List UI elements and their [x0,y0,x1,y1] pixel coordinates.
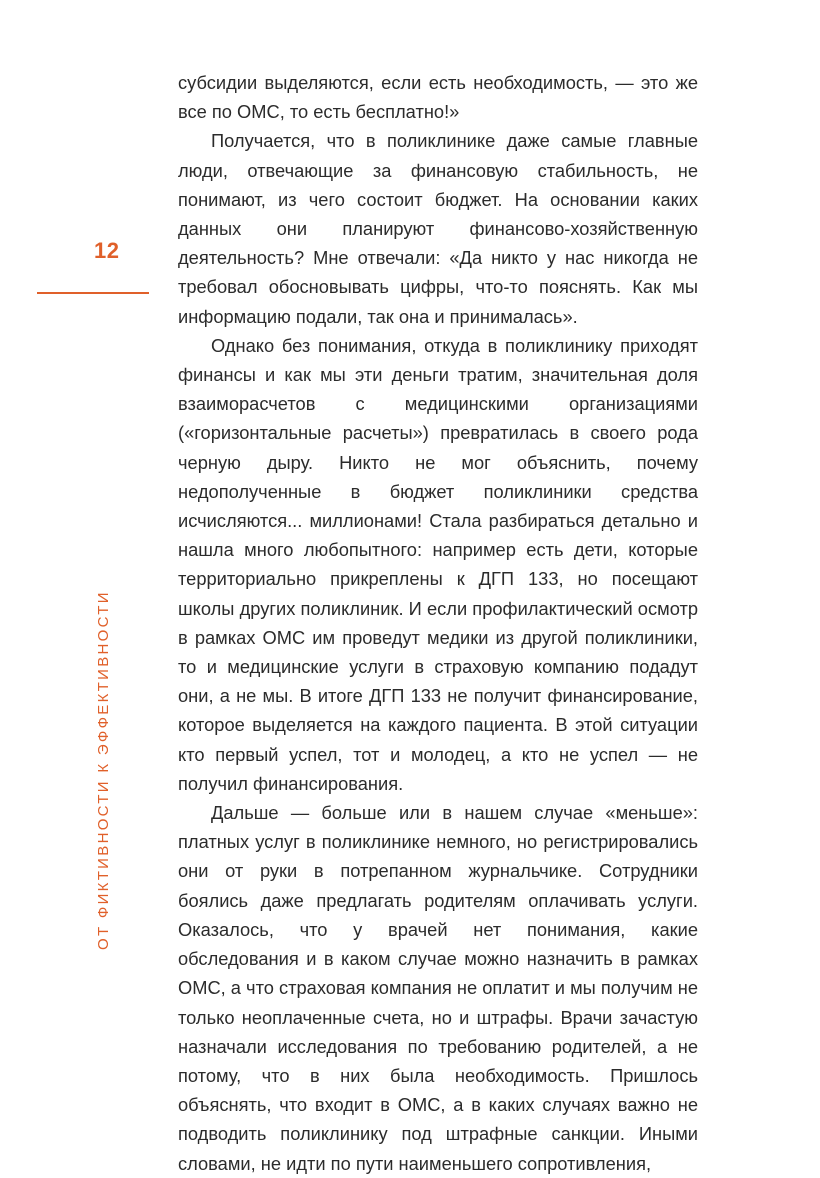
running-title: ОТ ФИКТИВНОСТИ К ЭФФЕКТИВНОСТИ [95,590,112,950]
paragraph: Однако без понимания, откуда в поликлинику приходят финансы и как мы эти деньги тратим, значительная доля взаиморасчетов с медицинскими организациями («горизонтальные расчеты») превратилась в своего рода черную дыру. Никто не мог объяснить, почему недополученные в бюджет поликлиники средства исчисляются... миллионами! Стала разбираться детально и нашла много любопытного: например есть дети, которые территориально прикреплены к ДГП 133, но посещают школы других поликлиник. И если профилактический осмотр в рамках ОМС им проведут медики из другой поликлиники, то и медицинские услуги в страховую компанию подадут они, а не мы. В итоге ДГП 133 не получит финансирование, которое выделяется на каждого пациента. В этой ситуации кто первый успел, тот и молодец, а кто не успел — не получил финансирования. [178,334,698,794]
paragraph: Получается, что в поликлинике даже самые главные люди, отвечающие за финансовую стабильность, не понимают, из чего состоит бюджет. На основании каких данных они планируют финансово-хозяйственную деятельность? Мне отвечали: «Да никто у нас никогда не требовал обосновывать цифры, что-то пояснять. Как мы информацию подали, так она и принималась». [178,130,698,327]
body-text [178,68,698,1178]
page-number: 12 [94,238,120,263]
paragraph: субсидии выделяются, если есть необходимость, — это же все по ОМС, то есть бесплатно!» [178,72,698,123]
paragraph: Дальше — больше или в нашем случае «меньше»: платных услуг в поликлинике немного, но регистрировались они от руки в потрепанном журнальчике. Сотрудники боялись даже предлагать родителям оплачивать услуги. Оказалось, что у врачей нет понимания, какие обследования и в каком случае можно назначить в рамках ОМС, а что страховая компания не оплатит и мы получим не только неоплаченные счета, но и штрафы. Врачи зачастую назначали исследования по требованию родителей, а не потому, что в них была необходимость. Пришлось объяснять, что входит в ОМС, а в каких случаях важно не подводить поликлинику под штрафные санкции. Иными словами, не идти по пути наименьшего сопротивления, [178,802,698,1174]
page-number-rule [37,292,149,294]
